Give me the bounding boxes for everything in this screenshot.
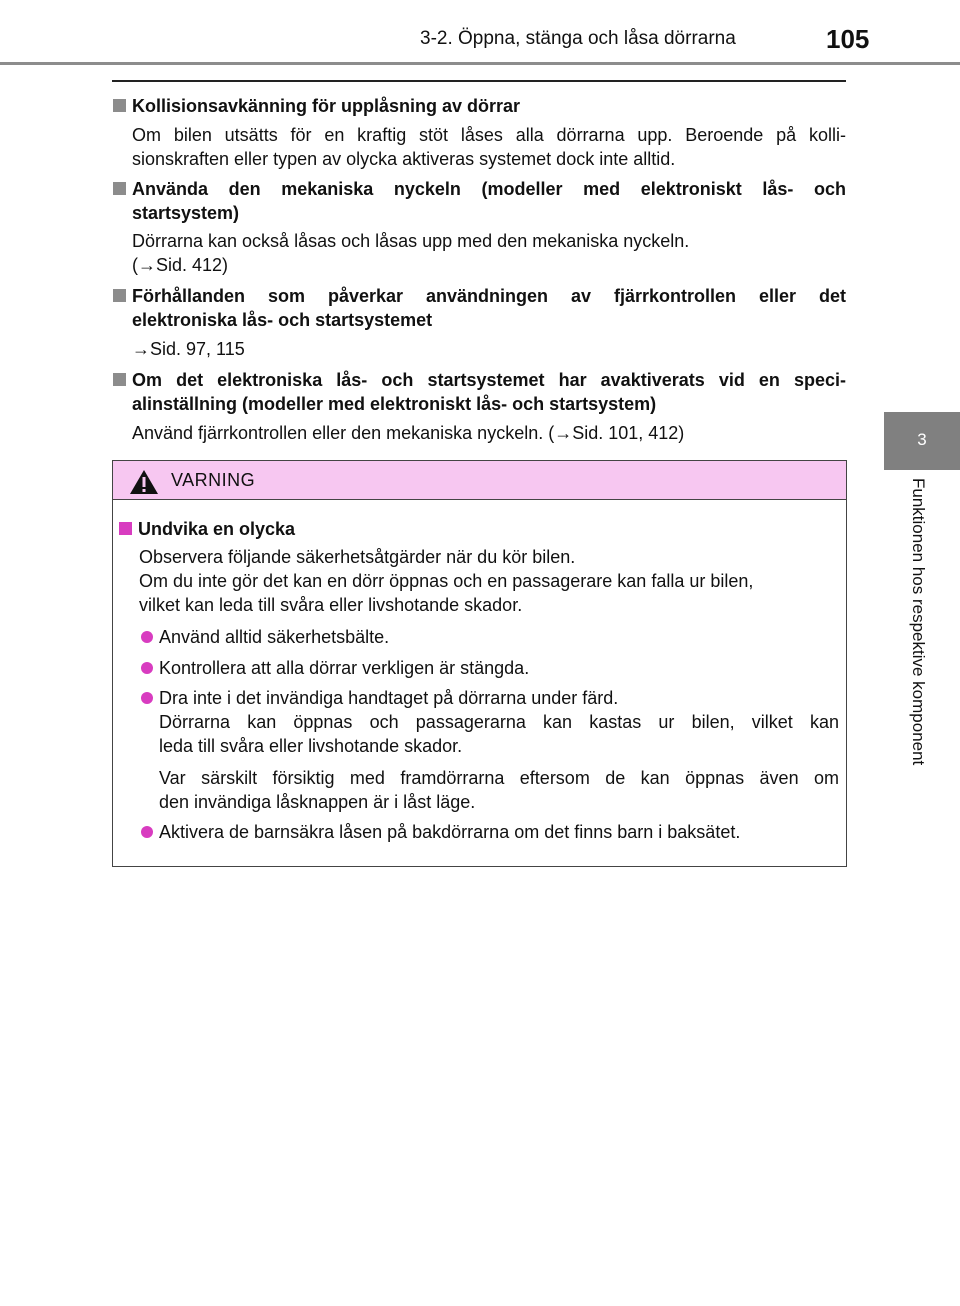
warning-label: VARNING [171,470,256,490]
page-number: 105 [826,24,870,54]
warning-title: Undvika en olycka [119,517,295,541]
header-rule [0,62,960,65]
warning-triangle-icon [129,469,159,495]
section-body: Dörrarna kan också låsas och låsas upp med den mekaniska nyckeln. (→Sid. 412) [132,231,690,275]
section-square-icon [113,289,126,302]
section-square-icon [113,373,126,386]
section-title: Förhållanden som påverkar användningen av fjärrkontrollen eller det elektroniska lås- och startsystemet [113,284,846,332]
section-square-icon [113,99,126,112]
bullet-dot-icon [141,631,153,643]
content-top-rule [112,80,846,82]
page-header-title: 3-2. Öppna, stänga och låsa dörrarna [420,28,736,49]
section-title: Kollisionsavkänning för upplåsning av dörrar [113,94,846,118]
section-title: Om det elektroniska lås- och startsystemet har avaktiverats vid en speci- alinställning (modeller med elektroniskt lås- och startsystem) [113,368,846,416]
section-body: Använd fjärrkontrollen eller den mekaniska nyckeln. (→Sid. 101, 412) [132,423,685,443]
warning-square-icon [119,522,132,535]
warning-intro: Observera följande säkerhetsåtgärder när du kör bilen. Om du inte gör det kan en dörr öppnas och en passagerare kan falla ur bilen, vilket kan leda till svåra eller livshotande skador. [139,547,754,615]
warning-header [113,461,846,500]
bullet-dot-icon [141,692,153,704]
section-body: Om bilen utsätts för en kraftig stöt låses alla dörrarna upp. Beroende på kolli- sionskraften eller typen av olycka aktiveras systemet dock inte alltid. [132,125,846,169]
bullet-dot-icon [141,826,153,838]
warning-box [112,460,847,867]
chapter-label-strip [884,470,960,870]
chapter-number: 3 [917,430,927,449]
warning-content: Undvika en olycka Observera följande säkerhetsåtgärder när du kör bilen. Om du inte gör det kan en dörr öppnas och en passagerare kan falla ur bilen, vilket kan leda till svåra eller livshotande skador. Använd alltid säkerhetsbälte. Kontrollera att alla dörrar verkligen är stängda. Dra inte i det invändiga handtaget på dörrarna under färd. Dörrarna kan öppnas och passagerarna kan kastas ur bilen, vilket kan leda till svåra eller livshotande skador. Var särskilt försiktig med framdörrarna eftersom de kan öppnas även om den invändiga låsknappen är i låst läge. Aktivera de barnsäkra låsen på bakdörrarna om det finns barn i baksätet. [113,517,846,867]
section-square-icon [113,182,126,195]
chapter-tab [884,412,960,470]
section-title: Använda den mekaniska nyckeln (modeller med elektroniskt lås- och startsystem) [113,177,846,225]
bullet-dot-icon [141,662,153,674]
chapter-label: Funktionen hos respektive komponent [909,478,928,766]
section-body: →Sid. 97, 115 [132,339,245,359]
